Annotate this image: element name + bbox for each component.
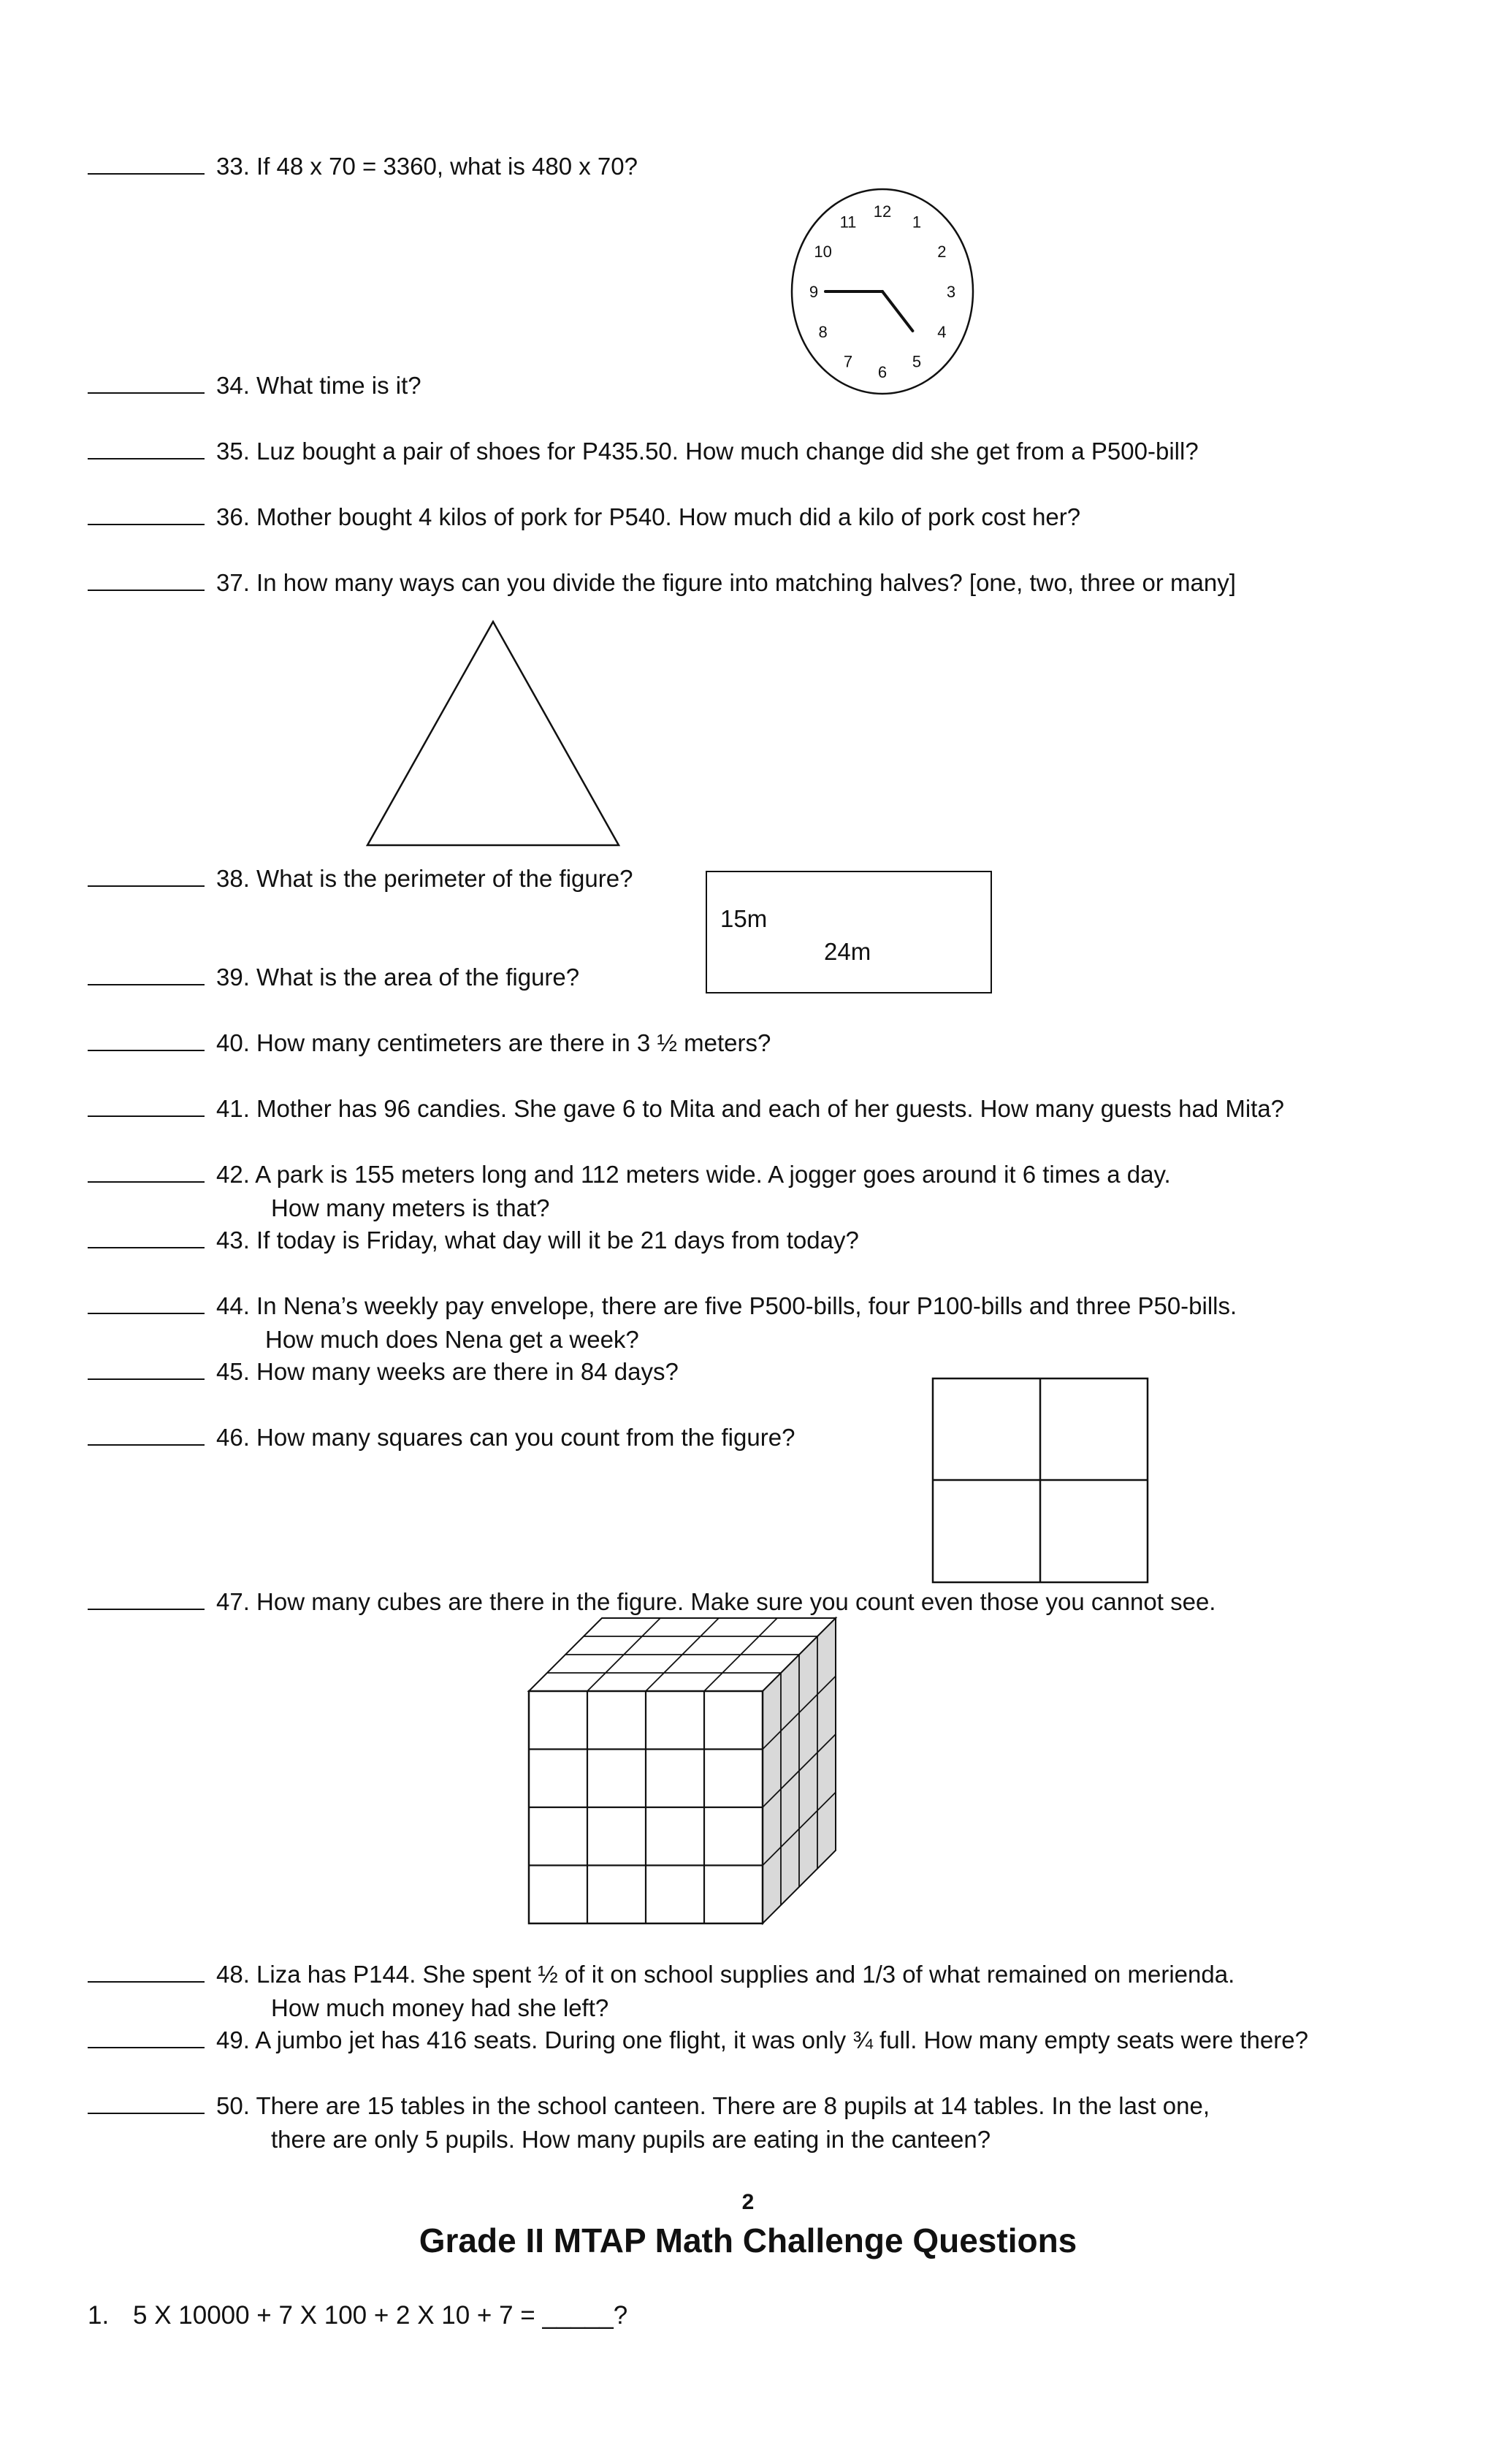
rectangle-figure — [706, 871, 992, 993]
question-text: 41. Mother has 96 candies. She gave 6 to Mita and each of her guests. How many guests had Mita? — [216, 1095, 1285, 1122]
answer-blank-48[interactable] — [88, 1964, 205, 1983]
question-text: 44. In Nena’s weekly pay envelope, there are five P500-bills, four P100-bills and three P50-bills. — [216, 1292, 1237, 1319]
clock-number: 1 — [912, 213, 922, 232]
answer-blank-45[interactable] — [88, 1361, 205, 1380]
triangle-figure — [362, 617, 625, 851]
question-text: 40. How many centimeters are there in 3 ½ meters? — [216, 1029, 771, 1056]
clock-number: 11 — [839, 213, 857, 232]
question-text: 48. Liza has P144. She spent ½ of it on school supplies and 1/3 of what remained on merienda. — [216, 1961, 1235, 1988]
answer-blank-35[interactable] — [88, 440, 205, 459]
answer-blank-44[interactable] — [88, 1295, 205, 1314]
answer-blank-41[interactable] — [88, 1098, 205, 1117]
answer-blank-46[interactable] — [88, 1427, 205, 1446]
clock-number: 3 — [946, 283, 956, 301]
question-text: 33. If 48 x 70 = 3360, what is 480 x 70? — [216, 153, 638, 180]
question-text-continued: there are only 5 pupils. How many pupils are eating in the canteen? — [271, 2126, 991, 2153]
answer-blank-34[interactable] — [88, 375, 205, 394]
clock-number: 7 — [843, 352, 853, 371]
question-text: 35. Luz bought a pair of shoes for P435.50. How much change did she get from a P500-bill? — [216, 438, 1199, 465]
answer-blank-42[interactable] — [88, 1164, 205, 1183]
question-37 — [88, 566, 1236, 600]
answer-blank-33[interactable] — [88, 156, 205, 175]
answer-blank-50[interactable] — [88, 2095, 205, 2114]
question-text: 5 X 10000 + 7 X 100 + 2 X 10 + 7 = _____? — [133, 2301, 628, 2330]
question-45 — [88, 1355, 679, 1389]
question-43 — [88, 1224, 859, 1257]
answer-blank-43[interactable] — [88, 1229, 205, 1248]
clock-number: 12 — [873, 202, 892, 221]
question-text: 34. What time is it? — [216, 372, 421, 399]
grade2-question-1 — [88, 2301, 627, 2330]
question-41 — [88, 1092, 1284, 1126]
rectangle-side-label: 15m — [720, 905, 768, 932]
question-text-continued: How much does Nena get a week? — [265, 1326, 639, 1353]
answer-blank-36[interactable] — [88, 506, 205, 525]
question-34 — [88, 369, 421, 403]
square-grid-figure — [931, 1377, 1150, 1585]
question-50 — [88, 2089, 1210, 2156]
question-39 — [88, 961, 579, 994]
question-text: 38. What is the perimeter of the figure? — [216, 865, 633, 892]
question-46 — [88, 1421, 795, 1454]
question-text-continued: How much money had she left? — [271, 1994, 609, 2021]
question-42 — [88, 1158, 1171, 1225]
clock-number: 10 — [814, 243, 832, 261]
clock-number: 4 — [937, 323, 947, 341]
question-text: 42. A park is 155 meters long and 112 meters wide. A jogger goes around it 6 times a day. — [216, 1161, 1171, 1188]
question-36 — [88, 500, 1080, 534]
clock-figure — [789, 186, 976, 397]
question-33 — [88, 150, 638, 183]
question-text-continued: How many meters is that? — [271, 1194, 550, 1221]
clock-number: 2 — [937, 243, 947, 261]
clock-number: 8 — [818, 323, 828, 341]
question-text: 43. If today is Friday, what day will it be 21 days from today? — [216, 1227, 859, 1254]
question-49 — [88, 2024, 1308, 2057]
question-text: 45. How many weeks are there in 84 days? — [216, 1358, 679, 1385]
rectangle-length-label: 24m — [824, 938, 871, 965]
clock-number: 5 — [912, 352, 922, 371]
clock-number: 9 — [809, 283, 819, 301]
question-text: 36. Mother bought 4 kilos of pork for P540. How much did a kilo of pork cost her? — [216, 503, 1081, 530]
question-text: 37. In how many ways can you divide the figure into matching halves? [one, two, three or many] — [216, 569, 1236, 596]
question-text: 49. A jumbo jet has 416 seats. During one flight, it was only ¾ full. How many empty seats were there? — [216, 2026, 1308, 2053]
section-title: Grade II MTAP Math Challenge Questions — [419, 2221, 1077, 2259]
answer-blank-39[interactable] — [88, 966, 205, 985]
cube-figure — [526, 1614, 847, 1929]
answer-blank-47[interactable] — [88, 1591, 205, 1610]
question-35 — [88, 435, 1199, 468]
answer-blank-40[interactable] — [88, 1032, 205, 1051]
hour-hand — [882, 291, 912, 331]
question-number: 1. — [88, 2301, 110, 2330]
question-text: 50. There are 15 tables in the school canteen. There are 8 pupils at 14 tables. In the last one, — [216, 2092, 1210, 2119]
question-38 — [88, 862, 633, 896]
answer-blank-38[interactable] — [88, 868, 205, 887]
question-text: 39. What is the area of the figure? — [216, 964, 580, 991]
question-text: 46. How many squares can you count from the figure? — [216, 1424, 795, 1451]
question-text: 47. How many cubes are there in the figure. Make sure you count even those you cannot see. — [216, 1588, 1216, 1615]
question-40 — [88, 1026, 771, 1060]
question-44 — [88, 1289, 1237, 1357]
clock-number: 6 — [877, 363, 888, 381]
answer-blank-37[interactable] — [88, 572, 205, 591]
page-number: 2 — [741, 2190, 755, 2214]
answer-blank-49[interactable] — [88, 2029, 205, 2048]
question-48 — [88, 1958, 1234, 2025]
